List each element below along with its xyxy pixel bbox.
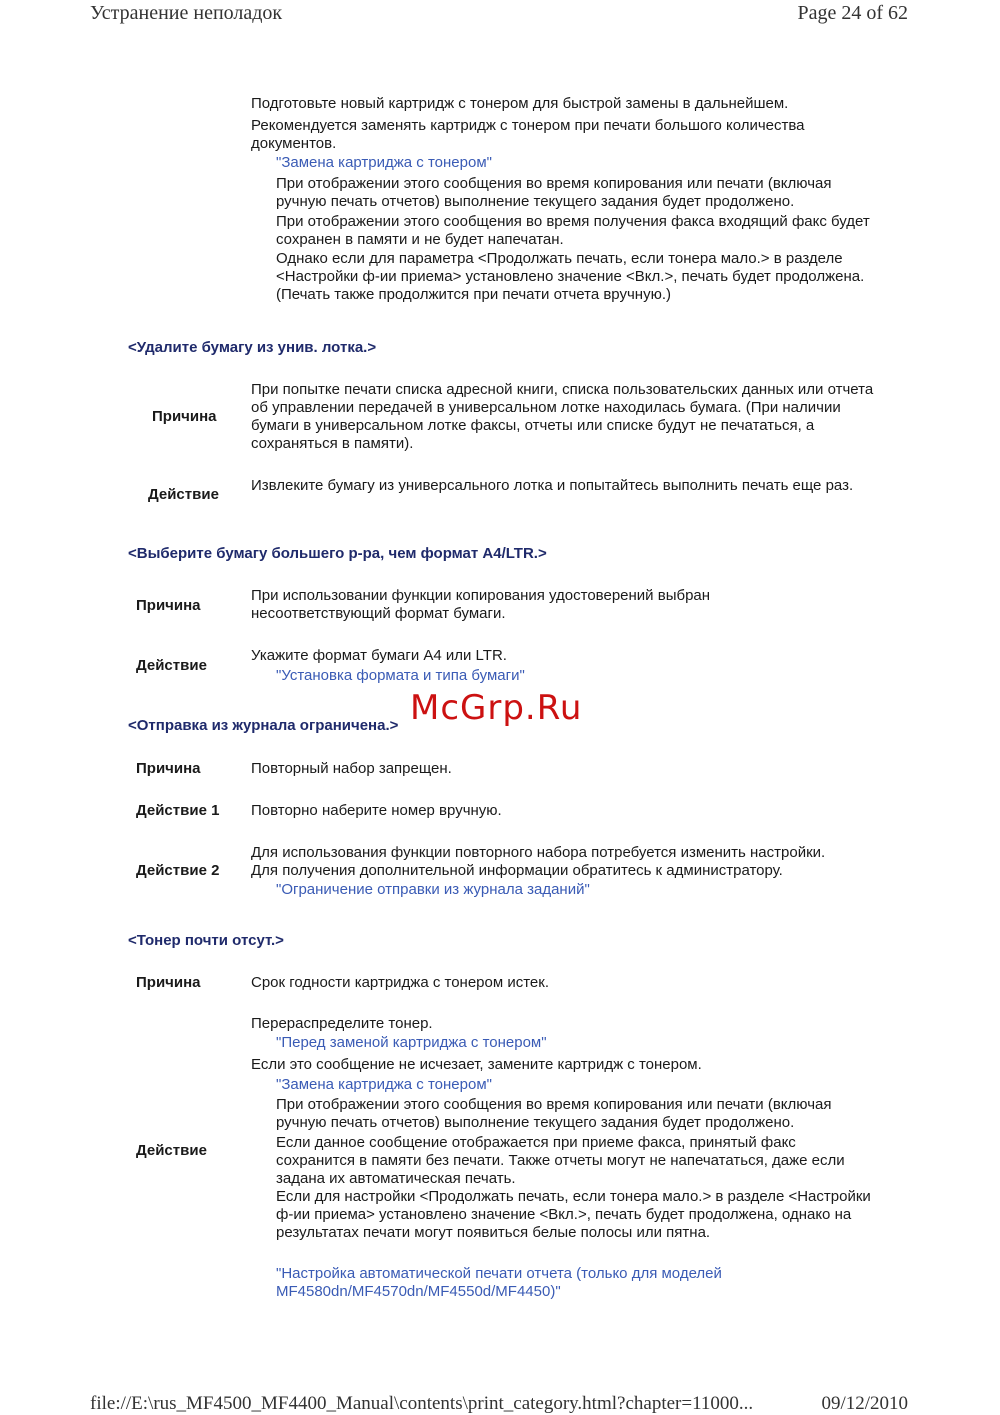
cause-label: Причина [136,974,201,991]
cause-text: При использовании функции копирования удостоверений выбран несоответствующий формат бумаги. [251,587,711,622]
intro-paragraph-5: Однако если для параметра <Продолжать печать, если тонера мало.> в разделе <Настройки ф-ии приема> установлено значение <Вкл.>, печать будет продолжена. (Печать также продолжится при печати отчета вручную.) [276,250,865,303]
auto-report-link[interactable]: "Настройка автоматической печати отчета (только для моделей MF4580dn/MF4570dn/MF4550d/MF4450)" [276,1265,722,1300]
action-2-line-1: Для использования функции повторного набора потребуется изменить настройки. [251,844,826,861]
paper-size-link[interactable]: "Установка формата и типа бумаги" [276,667,525,684]
action-label: Действие [136,657,207,674]
header-title: Устранение неполадок [90,2,283,24]
action-2-line-2: Для получения дополнительной информации обратитесь к администратору. [251,862,783,879]
footer-path: file://E:\rus_MF4500_MF4400_Manual\contents\print_category.html?chapter=11000... [90,1393,754,1414]
footer-date: 09/12/2010 [821,1393,908,1414]
action-1-text: Повторно наберите номер вручную. [251,802,502,819]
intro-paragraph-2: Рекомендуется заменять картридж с тонером при печати большого количества документов. [251,117,805,152]
cause-text: Повторный набор запрещен. [251,760,452,777]
action-text: Укажите формат бумаги A4 или LTR. [251,647,507,664]
action-text: Извлеките бумагу из универсального лотка и попытайтесь выполнить печать еще раз. [251,477,854,494]
cause-label: Причина [152,408,217,425]
section-heading-toner-low: <Тонер почти отсут.> [128,932,284,949]
toner-replace-link[interactable]: "Замена картриджа с тонером" [276,154,492,171]
intro-paragraph-4: При отображении этого сообщения во время получения факса входящий факс будет сохранен в памяти и не будет напечатан. [276,213,870,248]
intro-paragraph-3: При отображении этого сообщения во время копирования или печати (включая ручную печать отчетов) выполнение текущего задания будет продолжено. [276,175,832,210]
action-1-label: Действие 1 [136,802,220,819]
action-label: Действие [148,486,219,503]
action-note-2: Если данное сообщение отображается при приеме факса, принятый факс сохранится в памяти без печати. Также отчеты могут не напечататься, даже если задана их автоматическая печать. [276,1134,845,1187]
toner-replace-link[interactable]: "Замена картриджа с тонером" [276,1076,492,1093]
section-heading-log-restricted: <Отправка из журнала ограничена.> [128,717,399,734]
action-note-3: Если для настройки <Продолжать печать, если тонера мало.> в разделе <Настройки ф-ии приема> установлено значение <Вкл.>, печать будет продолжена, однако на результатах печати могут появиться белые полосы или пятна. [276,1188,871,1241]
intro-paragraph-1: Подготовьте новый картридж с тонером для быстрой замены в дальнейшем. [251,95,789,112]
cause-label: Причина [136,597,201,614]
before-toner-replace-link[interactable]: "Перед заменой картриджа с тонером" [276,1034,547,1051]
action-2-label: Действие 2 [136,862,220,879]
action-label: Действие [136,1142,207,1159]
cause-text: Срок годности картриджа с тонером истек. [251,974,549,991]
page-number: Page 24 of 62 [797,2,908,24]
cause-text: При попытке печати списка адресной книги, списка пользовательских данных или отчета об управлении передачей в универсальном лотке находилась бумага. (При наличии бумаги в универсальном лотке факсы, отчеты или списке будут не печататься, а сохраняться в памяти). [251,381,874,452]
action-step-2: Если это сообщение не исчезает, замените картридж с тонером. [251,1056,702,1073]
cause-label: Причина [136,760,201,777]
watermark: McGrp.Ru [410,688,583,728]
section-heading-remove-paper: <Удалите бумагу из унив. лотка.> [128,339,377,356]
log-restriction-link[interactable]: "Ограничение отправки из журнала заданий" [276,881,590,898]
action-step-1: Перераспределите тонер. [251,1015,433,1032]
section-heading-select-paper: <Выберите бумагу большего р-ра, чем формат A4/LTR.> [128,545,547,562]
action-note-1: При отображении этого сообщения во время копирования или печати (включая ручную печать отчетов) выполнение текущего задания будет продолжено. [276,1096,832,1131]
